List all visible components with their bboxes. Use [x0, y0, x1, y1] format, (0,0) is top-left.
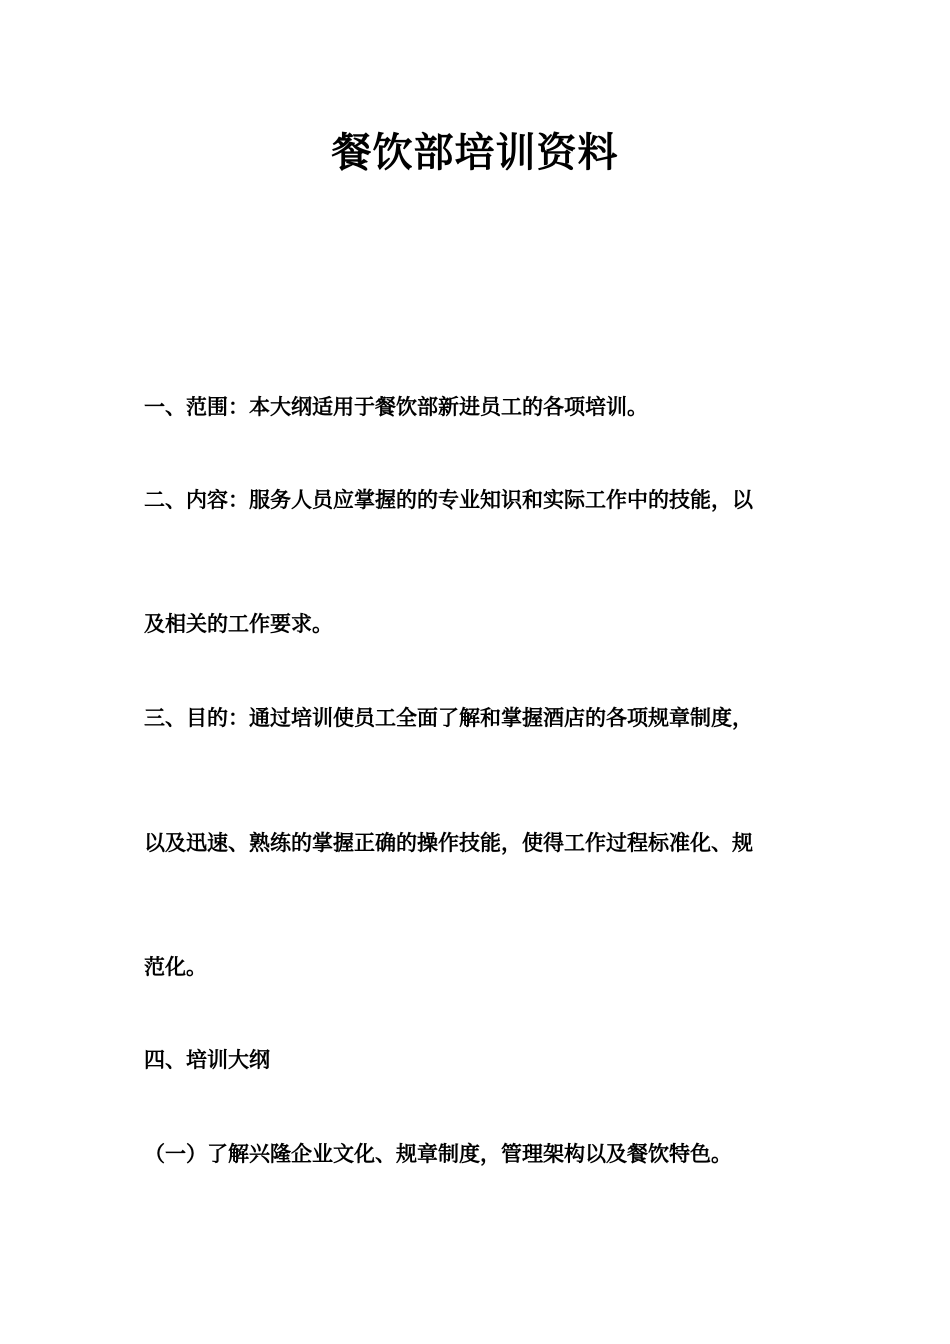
section-purpose-line-3: 范化。	[144, 954, 207, 979]
section-scope: 一、范围：本大纲适用于餐饮部新进员工的各项培训。	[144, 394, 648, 419]
section-outline-heading: 四、培训大纲	[144, 1047, 270, 1072]
section-purpose-line-1: 三、目的：通过培训使员工全面了解和掌握酒店的各项规章制度，	[144, 705, 753, 730]
section-content-line-1: 二、内容：服务人员应掌握的的专业知识和实际工作中的技能，以	[144, 487, 753, 512]
outline-item-1: （一）了解兴隆企业文化、规章制度，管理架构以及餐饮特色。	[144, 1141, 732, 1166]
section-content-line-2: 及相关的工作要求。	[144, 611, 333, 636]
document-title: 餐饮部培训资料	[331, 129, 619, 176]
section-purpose-line-2: 以及迅速、熟练的掌握正确的操作技能，使得工作过程标准化、规	[144, 830, 753, 855]
